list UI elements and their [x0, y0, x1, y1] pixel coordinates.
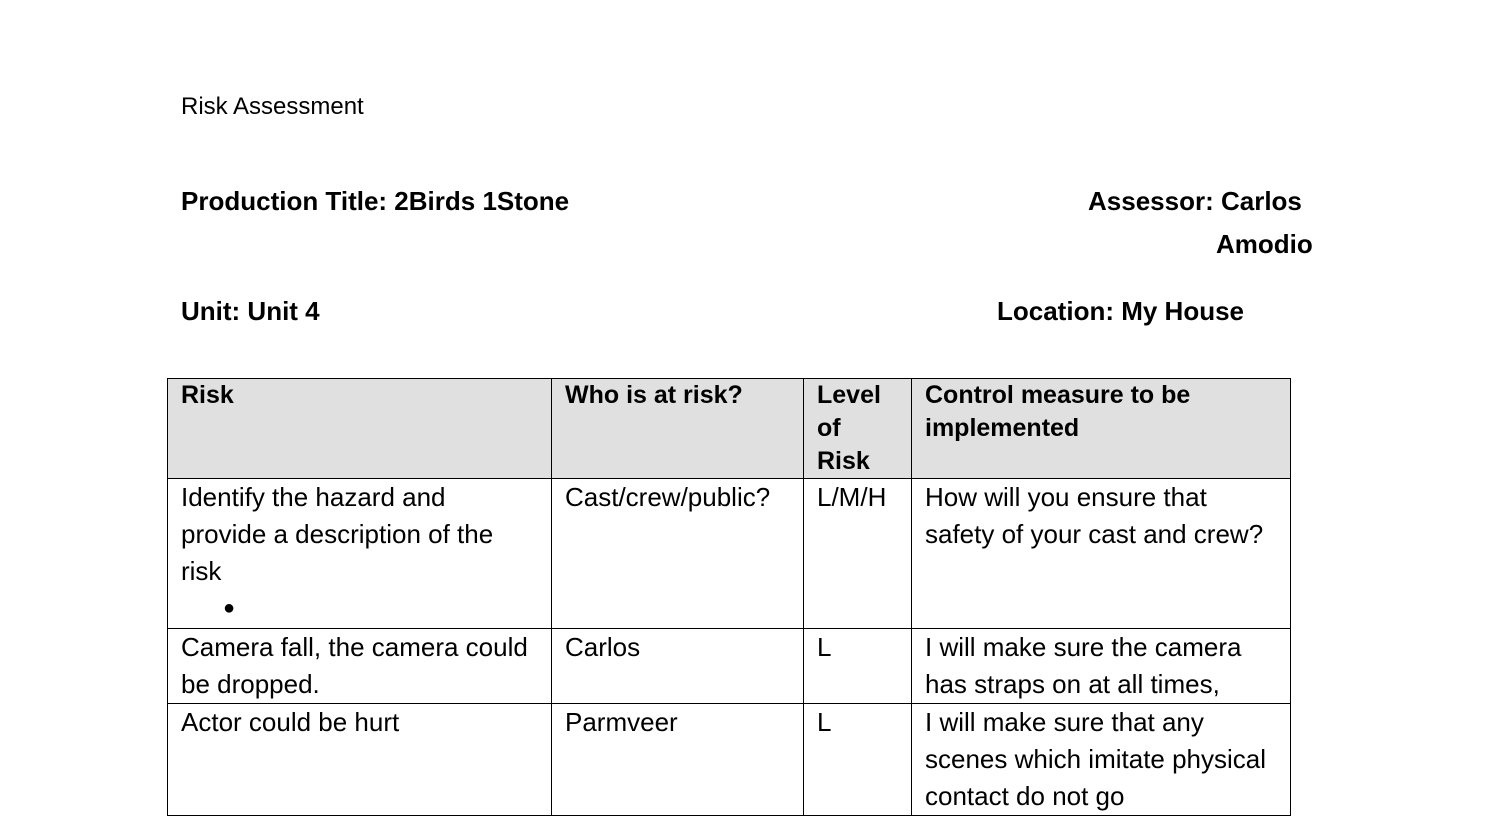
- table-row: [168, 704, 1291, 816]
- cell-level: L: [804, 629, 912, 704]
- cell-level: L: [804, 704, 912, 816]
- cell-risk: Camera fall, the camera could be dropped.: [168, 629, 552, 704]
- header-who: Who is at risk?: [552, 379, 804, 479]
- bullet-icon: ●: [223, 597, 236, 619]
- cell-who: Carlos: [552, 629, 804, 704]
- document-title: Risk Assessment: [181, 93, 364, 120]
- cell-control: I will make sure that any scenes which imitate physical contact do not go: [912, 704, 1291, 816]
- cell-who: Parmveer: [552, 704, 804, 816]
- unit-label: Unit: Unit 4: [181, 296, 320, 326]
- header-level: Level of Risk: [804, 379, 912, 479]
- table-header-row: [168, 379, 1291, 479]
- cell-who: Cast/crew/public?: [552, 479, 804, 629]
- table-row: [168, 629, 1291, 704]
- risk-table: [167, 378, 1291, 816]
- cell-control: How will you ensure that safety of your cast and crew?: [912, 479, 1291, 629]
- production-title: Production Title: 2Birds 1Stone: [181, 186, 570, 216]
- cell-control: I will make sure the camera has straps on at all times,: [912, 629, 1291, 704]
- assessor-line2: Amodio: [1216, 229, 1313, 259]
- cell-risk: Identify the hazard and provide a description of the risk ●: [168, 479, 552, 629]
- location-label: Location: My House: [997, 296, 1245, 326]
- header-control: Control measure to be implemented: [912, 379, 1291, 479]
- assessor-line1: Assessor: Carlos: [1088, 186, 1302, 216]
- cell-level: L/M/H: [804, 479, 912, 629]
- cell-risk: Actor could be hurt: [168, 704, 552, 816]
- header-risk: Risk: [168, 379, 552, 479]
- table-row: [168, 479, 1291, 629]
